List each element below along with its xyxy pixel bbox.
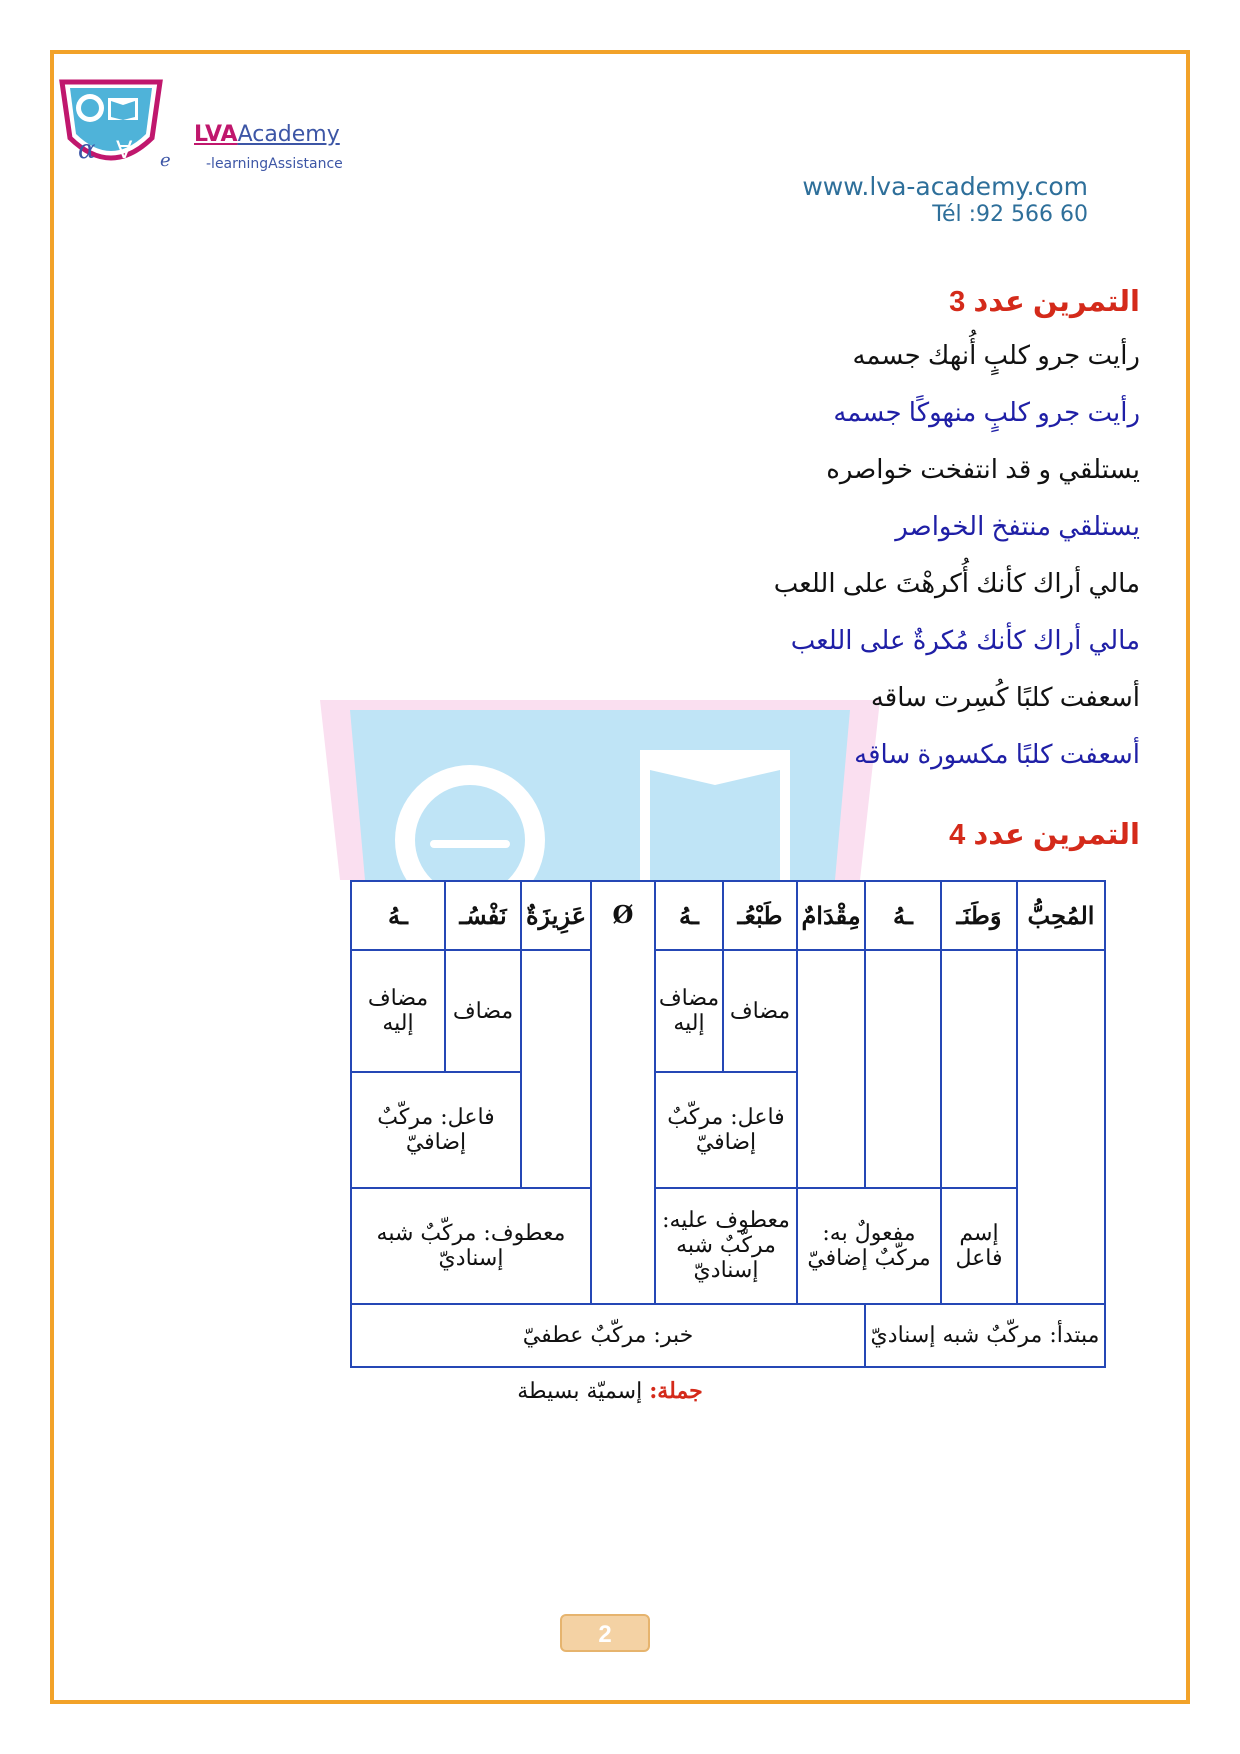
grammar-cell: مضاف إليه <box>351 950 445 1072</box>
answer-line: أسعفت كلبًا مكسورة ساقه <box>854 739 1140 769</box>
answer-line: رأيت جرو كلبٍ منهوكًا جسمه <box>833 397 1140 427</box>
sentence-line: أسعفت كلبًا كُسِرت ساقه <box>870 682 1140 712</box>
mubtada-cell: مبتدأ: مركّبٌ شبه إسناديّ <box>865 1304 1105 1367</box>
word-cell: المُحِبُّ <box>1017 881 1105 950</box>
grammar-cell: إسم فاعل <box>941 1188 1017 1304</box>
sentence-type-caption: جملة: إسميّة بسيطة <box>517 1378 703 1404</box>
grammar-cell: فاعل: مركّبٌ إضافيّ <box>351 1072 521 1188</box>
svg-text:α: α <box>78 135 96 165</box>
contact-info <box>802 172 1088 228</box>
word-cell: مِقْدَامٌ <box>797 881 865 950</box>
brand-subtitle: -learningAssistance <box>206 156 343 172</box>
khabar-cell: خبر: مركّبٌ عطفيّ <box>351 1304 865 1367</box>
brand-name: LVAAcademy <box>194 122 340 147</box>
website-url[interactable]: www.lva-academy.com <box>802 172 1088 201</box>
brand-e-letter: e <box>160 150 171 171</box>
word-cell: ـهُ <box>655 881 723 950</box>
page-number: 2 <box>560 1614 650 1652</box>
phone-number: Tél :92 566 60 <box>932 202 1088 227</box>
word-cell: عَزِيزَةٌ <box>521 881 591 950</box>
sentence-line: يستلقي و قد انتفخت خواصره <box>826 454 1140 484</box>
answer-line: مالي أراك كأنك مُكرةٌ على اللعب <box>790 625 1140 655</box>
empty-word-cell: Ø <box>591 881 655 1304</box>
sentence-line: رأيت جرو كلبٍ أُنهك جسمه <box>852 340 1140 370</box>
word-cell: نَفْسُـ <box>445 881 521 950</box>
sentence-line: مالي أراك كأنك أُكرهْتَ على اللعب <box>773 568 1140 598</box>
exercise-3 <box>240 282 1140 796</box>
grammar-cell: مضاف <box>723 950 797 1072</box>
grammar-cell: فاعل: مركّبٌ إضافيّ <box>655 1072 797 1188</box>
svg-text:∀: ∀ <box>116 136 133 164</box>
word-cell: ـهُ <box>351 881 445 950</box>
grammar-cell: مضاف <box>445 950 521 1072</box>
exercise-4-title: التمرين عدد 4 <box>949 819 1140 851</box>
answer-line: يستلقي منتفخ الخواصر <box>895 511 1140 541</box>
lva-logo-icon <box>56 78 166 178</box>
grammar-cell: مضاف إليه <box>655 950 723 1072</box>
matouf-cell: معطوف: مركّبٌ شبه إسناديّ <box>351 1188 591 1304</box>
matouf-alayh-cell: معطوف عليه: مركّبٌ شبه إسناديّ <box>655 1188 797 1304</box>
word-cell: طَبْعُـ <box>723 881 797 950</box>
word-cell: ـهُ <box>865 881 941 950</box>
exercise-3-title: التمرين عدد 3 <box>949 286 1140 318</box>
word-cell: وَطَنَـ <box>941 881 1017 950</box>
mafoul-cell: مفعولٌ به: مركّبٌ إضافيّ <box>797 1188 941 1304</box>
parsing-table <box>350 880 1104 1368</box>
